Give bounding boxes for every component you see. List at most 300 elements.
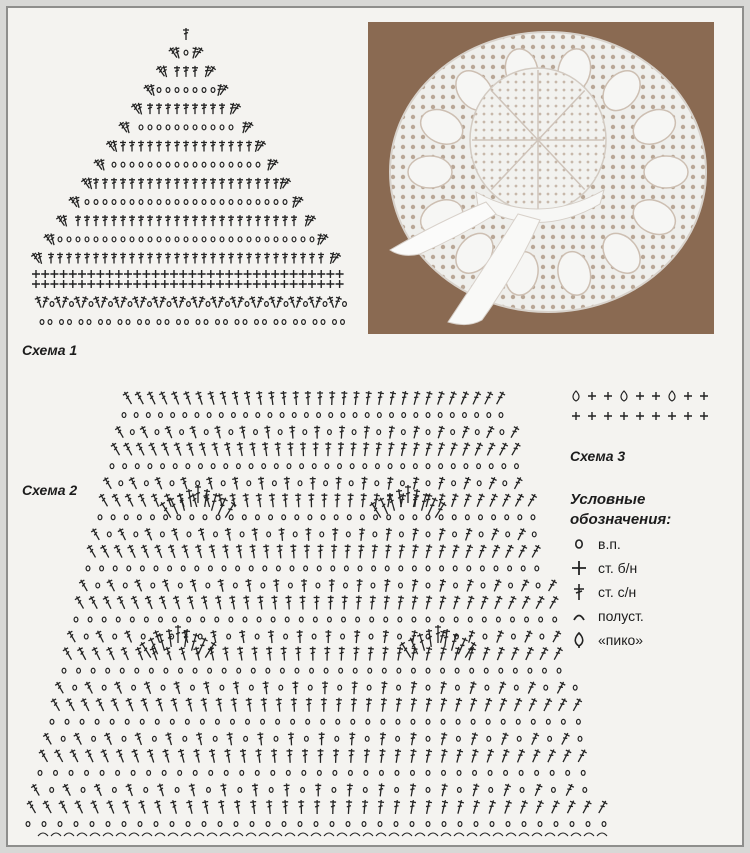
- double-crochet-mark: [174, 141, 180, 152]
- chain-mark: [376, 464, 380, 469]
- double-crochet-mark: [208, 646, 217, 661]
- slip-stitch-mark: [402, 833, 412, 836]
- double-crochet-mark: [86, 177, 95, 190]
- chain-mark: [468, 617, 472, 622]
- chain-mark: [353, 668, 357, 673]
- double-crochet-mark: [138, 799, 148, 814]
- double-crochet-mark: [409, 681, 417, 695]
- chain-mark: [246, 719, 250, 724]
- double-crochet-mark: [106, 799, 117, 814]
- chain-mark: [426, 685, 430, 690]
- chain-mark: [396, 719, 400, 724]
- single-crochet-mark: [280, 280, 288, 288]
- chain-mark: [454, 617, 458, 622]
- double-crochet-mark: [264, 215, 270, 226]
- chain-mark: [168, 566, 172, 571]
- double-crochet-mark: [453, 697, 463, 712]
- double-crochet-mark: [165, 178, 171, 189]
- single-crochet-mark: [87, 270, 95, 278]
- double-crochet-mark: [268, 391, 276, 406]
- brim-lace-motif: [644, 156, 688, 188]
- double-crochet-mark: [303, 214, 312, 227]
- chain-mark: [346, 822, 350, 827]
- chain-mark: [147, 770, 151, 775]
- double-crochet-mark: [174, 178, 180, 189]
- chain-mark: [193, 237, 197, 242]
- double-crochet-mark: [501, 783, 511, 797]
- single-crochet-mark: [262, 270, 270, 278]
- chain-mark: [475, 413, 479, 418]
- chain-mark: [139, 125, 143, 130]
- chain-mark: [561, 719, 565, 724]
- double-crochet-mark: [113, 544, 125, 559]
- chain-mark: [211, 200, 215, 205]
- double-crochet-mark: [173, 681, 182, 695]
- double-crochet-mark: [90, 799, 101, 814]
- double-crochet-mark: [487, 476, 498, 490]
- double-crochet-mark: [222, 646, 231, 661]
- chain-mark: [294, 320, 298, 325]
- chain-mark: [401, 430, 405, 435]
- double-crochet-mark: [127, 544, 138, 559]
- double-crochet-mark: [223, 501, 238, 519]
- single-crochet-mark: [32, 270, 40, 278]
- double-crochet-mark: [147, 103, 153, 114]
- chain-mark: [364, 770, 368, 775]
- chain-mark: [161, 464, 165, 469]
- chain-mark: [220, 685, 224, 690]
- double-crochet-mark: [357, 544, 364, 559]
- chain-mark: [373, 532, 377, 537]
- double-crochet-mark: [66, 629, 78, 643]
- chain-mark: [38, 770, 42, 775]
- slip-stitch-mark: [129, 833, 139, 836]
- double-crochet-mark: [327, 295, 337, 308]
- chain-mark: [395, 788, 399, 793]
- chain-mark: [139, 200, 143, 205]
- double-crochet-mark: [322, 681, 328, 694]
- chain-mark: [148, 464, 152, 469]
- chain-mark: [426, 617, 430, 622]
- double-crochet-mark: [219, 103, 225, 114]
- double-crochet-mark: [48, 233, 57, 246]
- single-crochet-mark: [188, 280, 196, 288]
- single-crochet-mark: [326, 280, 334, 288]
- double-crochet-mark: [155, 697, 165, 712]
- chain-mark: [374, 515, 378, 520]
- double-crochet-mark: [301, 579, 307, 592]
- chain-mark: [199, 464, 203, 469]
- single-crochet-mark: [198, 280, 206, 288]
- double-crochet-mark: [210, 253, 216, 264]
- chain-mark: [151, 515, 155, 520]
- chain-mark: [211, 237, 215, 242]
- double-crochet-mark: [54, 681, 66, 695]
- chain-mark: [122, 822, 126, 827]
- chain-mark: [487, 736, 491, 741]
- chain-mark: [119, 481, 123, 486]
- chain-mark: [301, 788, 305, 793]
- double-crochet-mark: [154, 476, 165, 490]
- double-crochet-mark: [73, 195, 82, 208]
- chain-mark: [492, 515, 496, 520]
- chain-mark: [123, 464, 127, 469]
- double-crochet-mark: [234, 800, 242, 815]
- double-crochet-mark: [463, 544, 473, 559]
- chain-mark: [229, 200, 233, 205]
- chain-mark: [298, 822, 302, 827]
- double-crochet-mark: [295, 493, 302, 507]
- single-crochet-mark: [207, 280, 215, 288]
- chain-mark: [290, 566, 294, 571]
- double-crochet-mark: [364, 391, 372, 406]
- double-crochet-mark: [278, 177, 287, 190]
- double-crochet-mark: [500, 748, 511, 763]
- chain-mark: [477, 464, 481, 469]
- double-crochet-mark: [374, 442, 382, 457]
- double-crochet-mark: [210, 295, 220, 308]
- chain-mark: [166, 200, 170, 205]
- double-crochet-mark: [198, 527, 207, 541]
- chain-mark: [238, 162, 242, 167]
- double-crochet-mark: [295, 646, 302, 660]
- double-crochet-mark: [42, 732, 54, 746]
- slip-stitch-mark: [142, 833, 152, 836]
- double-crochet-mark: [106, 646, 117, 661]
- chain-mark: [293, 532, 297, 537]
- double-crochet-mark: [338, 425, 345, 438]
- double-crochet-mark: [435, 390, 445, 405]
- double-crochet-mark: [249, 544, 257, 559]
- double-crochet-mark: [367, 646, 374, 661]
- double-crochet-mark: [86, 544, 98, 559]
- double-crochet-mark: [409, 732, 417, 746]
- chain-mark: [279, 685, 283, 690]
- chain-mark: [339, 668, 343, 673]
- chain-mark: [269, 515, 273, 520]
- double-crochet-mark: [350, 698, 357, 712]
- chain-mark: [494, 566, 498, 571]
- chain-mark: [316, 583, 320, 588]
- chain-mark: [426, 668, 430, 673]
- double-crochet-mark: [206, 476, 215, 490]
- single-crochet-mark: [299, 280, 307, 288]
- double-crochet-mark: [512, 476, 523, 490]
- chain-mark: [144, 788, 148, 793]
- double-crochet-mark: [111, 493, 123, 508]
- chain-mark: [247, 481, 251, 486]
- chain-mark: [399, 566, 403, 571]
- chain-mark: [455, 668, 459, 673]
- chain-mark: [256, 413, 260, 418]
- slip-stitch-mark: [337, 833, 347, 836]
- double-crochet-mark: [356, 579, 363, 592]
- chain-mark: [179, 668, 183, 673]
- double-crochet-mark: [532, 783, 543, 797]
- double-crochet-mark: [135, 646, 146, 661]
- double-crochet-mark: [411, 476, 420, 490]
- chain-mark: [135, 464, 139, 469]
- double-crochet-mark: [304, 544, 310, 558]
- double-crochet-mark: [264, 253, 270, 264]
- double-crochet-mark: [201, 141, 207, 152]
- double-crochet-mark: [478, 595, 489, 610]
- chain-mark: [206, 302, 210, 307]
- double-crochet-mark: [188, 783, 197, 797]
- double-crochet-mark: [314, 595, 320, 609]
- chain-mark: [509, 583, 513, 588]
- chain-mark: [282, 822, 286, 827]
- double-crochet-mark: [379, 732, 387, 746]
- chain-mark: [224, 770, 228, 775]
- chain-mark: [346, 532, 350, 537]
- single-crochet-mark: [225, 270, 233, 278]
- chain-mark: [367, 685, 371, 690]
- double-crochet-mark: [546, 578, 558, 592]
- double-crochet-mark: [382, 595, 390, 610]
- double-crochet-mark: [174, 103, 180, 114]
- double-crochet-mark: [122, 390, 134, 405]
- double-crochet-mark: [165, 253, 171, 264]
- chain-mark: [103, 237, 107, 242]
- slip-stitch-mark: [415, 833, 425, 836]
- chain-mark: [90, 822, 94, 827]
- double-crochet-mark: [219, 141, 225, 152]
- slip-stitch-mark: [376, 833, 386, 836]
- chain-mark: [249, 566, 253, 571]
- single-crochet-mark: [78, 280, 86, 288]
- chain-mark: [451, 430, 455, 435]
- single-crochet-mark: [124, 270, 132, 278]
- chain-mark: [566, 770, 570, 775]
- double-crochet-mark: [157, 783, 166, 797]
- double-crochet-mark: [381, 630, 389, 644]
- chain-mark: [79, 320, 83, 325]
- double-crochet-mark: [370, 544, 378, 559]
- chain-mark: [302, 320, 306, 325]
- chain-mark: [305, 413, 309, 418]
- double-crochet-mark: [229, 493, 238, 508]
- chain-mark: [107, 532, 111, 537]
- double-crochet-mark: [313, 442, 319, 456]
- single-crochet-mark: [115, 270, 123, 278]
- double-crochet-mark: [408, 748, 416, 763]
- double-crochet-mark: [244, 391, 253, 406]
- double-crochet-mark: [262, 442, 270, 457]
- chain-mark: [401, 464, 405, 469]
- chain-mark: [112, 200, 116, 205]
- chain-mark: [187, 302, 191, 307]
- double-crochet-mark: [497, 442, 509, 457]
- slip-stitch-mark: [311, 833, 321, 836]
- double-crochet-mark: [201, 215, 207, 226]
- double-crochet-mark: [215, 697, 224, 712]
- chain-mark: [515, 464, 519, 469]
- chain-mark: [484, 668, 488, 673]
- double-crochet-mark: [334, 493, 341, 507]
- double-crochet-mark: [494, 629, 504, 643]
- double-crochet-mark: [58, 799, 70, 814]
- double-crochet-mark: [110, 442, 122, 457]
- slip-stitch-mark: [441, 833, 451, 836]
- chain-mark: [577, 719, 581, 724]
- chain-mark: [291, 719, 295, 724]
- double-crochet-mark: [349, 732, 356, 745]
- double-crochet-mark: [282, 215, 288, 226]
- chain-mark: [127, 566, 131, 571]
- single-crochet-mark: [198, 270, 206, 278]
- double-crochet-mark: [134, 578, 145, 592]
- chain-mark: [499, 668, 503, 673]
- double-crochet-mark: [187, 595, 197, 610]
- double-crochet-mark: [469, 748, 479, 763]
- chain-mark: [237, 668, 241, 673]
- double-crochet-mark: [523, 646, 534, 661]
- double-crochet-mark: [328, 579, 334, 592]
- single-crochet-mark: [280, 270, 288, 278]
- chain-mark: [234, 822, 238, 827]
- double-crochet-mark: [190, 46, 199, 59]
- double-crochet-mark: [237, 253, 243, 264]
- double-crochet-mark: [271, 749, 278, 763]
- chain-mark: [222, 668, 226, 673]
- chain-mark: [368, 668, 372, 673]
- chain-mark: [106, 822, 110, 827]
- double-crochet-mark: [165, 141, 171, 152]
- double-crochet-mark: [288, 732, 295, 745]
- chain-mark: [426, 515, 430, 520]
- chain-mark: [464, 464, 468, 469]
- single-crochet-mark: [106, 270, 114, 278]
- double-crochet-mark: [499, 732, 509, 746]
- chain-mark: [539, 617, 543, 622]
- chain-mark: [202, 125, 206, 130]
- chain-mark: [157, 125, 161, 130]
- double-crochet-mark: [102, 595, 114, 610]
- crochet-hat-illustration: [368, 22, 714, 334]
- double-crochet-mark: [69, 748, 81, 763]
- double-crochet-mark: [38, 748, 50, 763]
- chain-mark: [329, 413, 333, 418]
- double-crochet-mark: [165, 732, 174, 746]
- chain-mark: [519, 770, 523, 775]
- slip-stitch-mark: [324, 833, 334, 836]
- legend-item-slip-stitch: [570, 606, 644, 626]
- chain-mark: [42, 822, 46, 827]
- double-crochet-mark: [160, 442, 171, 457]
- chain-mark: [320, 532, 324, 537]
- single-crochet-mark: [253, 270, 261, 278]
- chain-mark: [452, 481, 456, 486]
- double-crochet-mark: [30, 783, 42, 797]
- double-crochet-mark: [239, 425, 247, 439]
- chain-mark: [345, 566, 349, 571]
- double-crochet-mark: [147, 178, 153, 189]
- double-crochet-mark: [93, 295, 103, 308]
- double-crochet-mark: [264, 425, 272, 439]
- chain-mark: [514, 685, 518, 690]
- double-crochet-mark: [580, 799, 592, 814]
- single-crochet-mark: [133, 280, 141, 288]
- double-crochet-mark: [183, 390, 194, 405]
- double-crochet-mark: [576, 748, 588, 763]
- slip-stitch-mark: [584, 833, 594, 836]
- chain-mark: [138, 320, 142, 325]
- double-crochet-mark: [189, 578, 198, 592]
- single-crochet-mark: [336, 280, 344, 288]
- double-crochet-mark: [485, 442, 496, 457]
- double-crochet-mark: [409, 697, 418, 712]
- chain-mark: [505, 515, 509, 520]
- double-crochet-mark: [34, 295, 44, 308]
- double-crochet-mark: [156, 141, 162, 152]
- chain-mark: [553, 617, 557, 622]
- chain-mark: [58, 822, 62, 827]
- chain-mark: [85, 770, 89, 775]
- double-crochet-mark: [140, 697, 150, 712]
- double-crochet-mark: [102, 476, 114, 490]
- chain-mark: [229, 125, 233, 130]
- double-crochet-mark: [352, 391, 359, 406]
- chain-mark: [185, 719, 189, 724]
- single-crochet-mark: [161, 280, 169, 288]
- chain-mark: [146, 413, 150, 418]
- double-crochet-mark: [192, 215, 198, 226]
- chain-mark: [583, 788, 587, 793]
- single-crochet-mark: [216, 280, 224, 288]
- chain-mark: [202, 237, 206, 242]
- double-crochet-mark: [530, 544, 542, 559]
- chain-mark: [274, 237, 278, 242]
- scheme-1-label: Схема 1: [22, 342, 78, 358]
- double-crochet-mark: [224, 748, 232, 763]
- double-crochet-mark: [333, 749, 339, 763]
- double-crochet-mark: [377, 800, 385, 815]
- chain-mark: [401, 481, 405, 486]
- chain-mark: [206, 583, 210, 588]
- double-crochet-mark: [137, 493, 148, 508]
- double-crochet-mark: [306, 698, 312, 712]
- double-crochet-mark: [171, 295, 181, 308]
- chain-mark: [148, 237, 152, 242]
- double-crochet-mark: [125, 783, 135, 797]
- double-crochet-mark: [208, 544, 217, 559]
- single-crochet-mark: [161, 270, 169, 278]
- chain-mark: [255, 770, 259, 775]
- slip-stitch-mark: [272, 833, 282, 836]
- slip-stitch-mark: [350, 833, 360, 836]
- double-crochet-mark: [232, 391, 241, 406]
- chain-mark: [465, 515, 469, 520]
- double-crochet-mark: [480, 646, 490, 661]
- double-crochet-mark: [263, 544, 271, 559]
- double-crochet-mark: [451, 595, 461, 610]
- double-crochet-mark: [397, 544, 406, 559]
- chain-mark: [65, 719, 69, 724]
- double-crochet-mark: [353, 630, 360, 643]
- chain-mark: [157, 200, 161, 205]
- double-crochet-mark: [360, 476, 367, 490]
- single-crochet-mark: [636, 392, 644, 400]
- chain-mark: [193, 125, 197, 130]
- double-crochet-mark: [253, 139, 262, 152]
- double-crochet-mark: [379, 697, 387, 712]
- chain-mark: [137, 515, 141, 520]
- double-crochet-mark: [405, 485, 411, 503]
- double-crochet-mark: [150, 493, 161, 508]
- chain-mark: [203, 515, 207, 520]
- single-crochet-mark: [106, 280, 114, 288]
